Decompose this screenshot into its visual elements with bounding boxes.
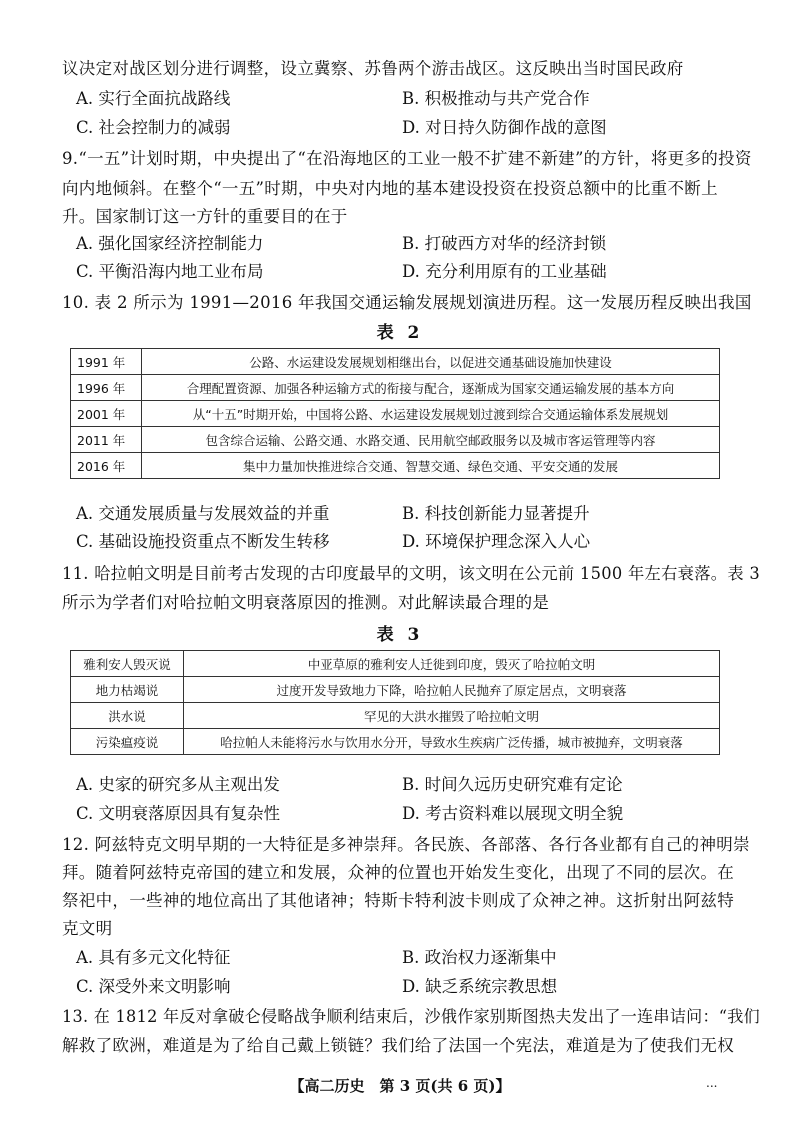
q12-line-4: 克文明	[62, 919, 113, 938]
corner-mark: ...	[706, 1076, 718, 1090]
table-cell-content: 集中力量加快推进综合交通、智慧交通、绿色交通、平安交通的发展	[142, 453, 720, 479]
table-cell-year: 2001 年	[71, 401, 142, 427]
q13-line-2: 解救了欧洲，难道是为了给自己戴上锁链？我们给了法国一个宪法，难道是为了使我们无权	[62, 1036, 734, 1055]
q10-line-1: 10. 表 2 所示为 1991—2016 年我国交通运输发展规划演进历程。这一发展历程反映出我国	[62, 293, 752, 312]
table-3-caption: 表 3	[376, 625, 424, 645]
table-cell-theory: 洪水说	[71, 703, 184, 729]
table-cell-content: 公路、水运建设发展规划相继出台，以促进交通基础设施加快建设	[142, 349, 720, 375]
page-footer: 【高二历史 第 3 页(共 6 页)】	[289, 1077, 511, 1095]
table-3	[70, 650, 720, 755]
q8-option-a: A. 实行全面抗战路线	[76, 89, 231, 108]
table-cell-year: 1996 年	[71, 375, 142, 401]
q11-option-d: D. 考古资料难以展现文明全貌	[402, 804, 624, 823]
q9-option-a: A. 强化国家经济控制能力	[76, 234, 264, 253]
table-cell-content: 罕见的大洪水摧毁了哈拉帕文明	[184, 703, 720, 729]
q12-option-d: D. 缺乏系统宗教思想	[402, 977, 558, 996]
table-cell-theory: 污染瘟疫说	[71, 729, 184, 755]
table-cell-content: 合理配置资源、加强各种运输方式的衔接与配合，逐渐成为国家交通运输发展的基本方向	[142, 375, 720, 401]
q8-option-c: C. 社会控制力的减弱	[76, 118, 231, 137]
q10-option-b: B. 科技创新能力显著提升	[402, 504, 590, 523]
table-row	[71, 453, 720, 479]
table-row	[71, 703, 720, 729]
q9-line-2: 向内地倾斜。在整个“一五”时期，中央对内地的基本建设投资在投资总额中的比重不断上	[62, 179, 718, 198]
table-cell-year: 1991 年	[71, 349, 142, 375]
q11-option-c: C. 文明衰落原因具有复杂性	[76, 804, 281, 823]
table-cell-year: 2016 年	[71, 453, 142, 479]
q12-line-1: 12. 阿兹特克文明早期的一大特征是多神崇拜。各民族、各部落、各行各业都有自己的神明崇	[62, 835, 750, 854]
table-cell-year: 2011 年	[71, 427, 142, 453]
q9-line-3: 升。国家制订这一方针的重要目的在于	[62, 207, 348, 226]
q10-option-d: D. 环境保护理念深入人心	[402, 532, 591, 551]
q13-line-1: 13. 在 1812 年反对拿破仑侵略战争顺利结束后，沙俄作家别斯图热夫发出了一连串诘问：“我们	[62, 1007, 760, 1026]
q9-line-1: 9.“一五”计划时期，中央提出了“在沿海地区的工业一般不扩建不新建”的方针，将更多的投资	[62, 149, 752, 168]
q9-option-c: C. 平衡沿海内地工业布局	[76, 262, 264, 281]
table-cell-content: 包含综合运输、公路交通、水路交通、民用航空邮政服务以及城市客运管理等内容	[142, 427, 720, 453]
q12-option-a: A. 具有多元文化特征	[76, 948, 231, 967]
q12-option-b: B. 政治权力逐渐集中	[402, 948, 557, 967]
q12-line-2: 拜。随着阿兹特克帝国的建立和发展，众神的位置也开始发生变化，出现了不同的层次。在	[62, 863, 734, 882]
table-row	[71, 349, 720, 375]
table-cell-content: 中亚草原的雅利安人迁徙到印度，毁灭了哈拉帕文明	[184, 651, 720, 677]
table-2-caption: 表 2	[376, 323, 424, 343]
table-row	[71, 729, 720, 755]
table-row	[71, 401, 720, 427]
q11-line-1: 11. 哈拉帕文明是目前考古发现的古印度最早的文明，该文明在公元前 1500 年左右衰落。表 3	[62, 564, 760, 583]
q10-option-c: C. 基础设施投资重点不断发生转移	[76, 532, 330, 551]
q11-option-a: A. 史家的研究多从主观出发	[76, 775, 280, 794]
q9-option-d: D. 充分利用原有的工业基础	[402, 262, 607, 281]
table-2	[70, 348, 720, 479]
table-row	[71, 677, 720, 703]
table-row	[71, 651, 720, 677]
q9-option-b: B. 打破西方对华的经济封锁	[402, 234, 607, 253]
q8-option-b: B. 积极推动与共产党合作	[402, 89, 590, 108]
q8-option-d: D. 对日持久防御作战的意图	[402, 118, 607, 137]
q11-option-b: B. 时间久远历史研究难有定论	[402, 775, 623, 794]
table-cell-content: 哈拉帕人未能将污水与饮用水分开，导致水生疾病广泛传播，城市被抛弃，文明衰落	[184, 729, 720, 755]
intro-line: 议决定对战区划分进行调整，设立冀察、苏鲁两个游击战区。这反映出当时国民政府	[62, 59, 684, 78]
table-cell-theory: 地力枯竭说	[71, 677, 184, 703]
table-row	[71, 375, 720, 401]
table-cell-content: 过度开发导致地力下降，哈拉帕人民抛弃了原定居点，文明衰落	[184, 677, 720, 703]
table-row	[71, 427, 720, 453]
q12-line-3: 祭祀中，一些神的地位高出了其他诸神；特斯卡特利波卡则成了众神之神。这折射出阿兹特	[62, 891, 734, 910]
table-cell-content: 从“十五”时期开始，中国将公路、水运建设发展规划过渡到综合交通运输体系发展规划	[142, 401, 720, 427]
table-cell-theory: 雅利安人毁灭说	[71, 651, 184, 677]
q11-line-2: 所示为学者们对哈拉帕文明衰落原因的推测。对此解读最合理的是	[62, 593, 550, 612]
q12-option-c: C. 深受外来文明影响	[76, 977, 231, 996]
q10-option-a: A. 交通发展质量与发展效益的并重	[76, 504, 330, 523]
